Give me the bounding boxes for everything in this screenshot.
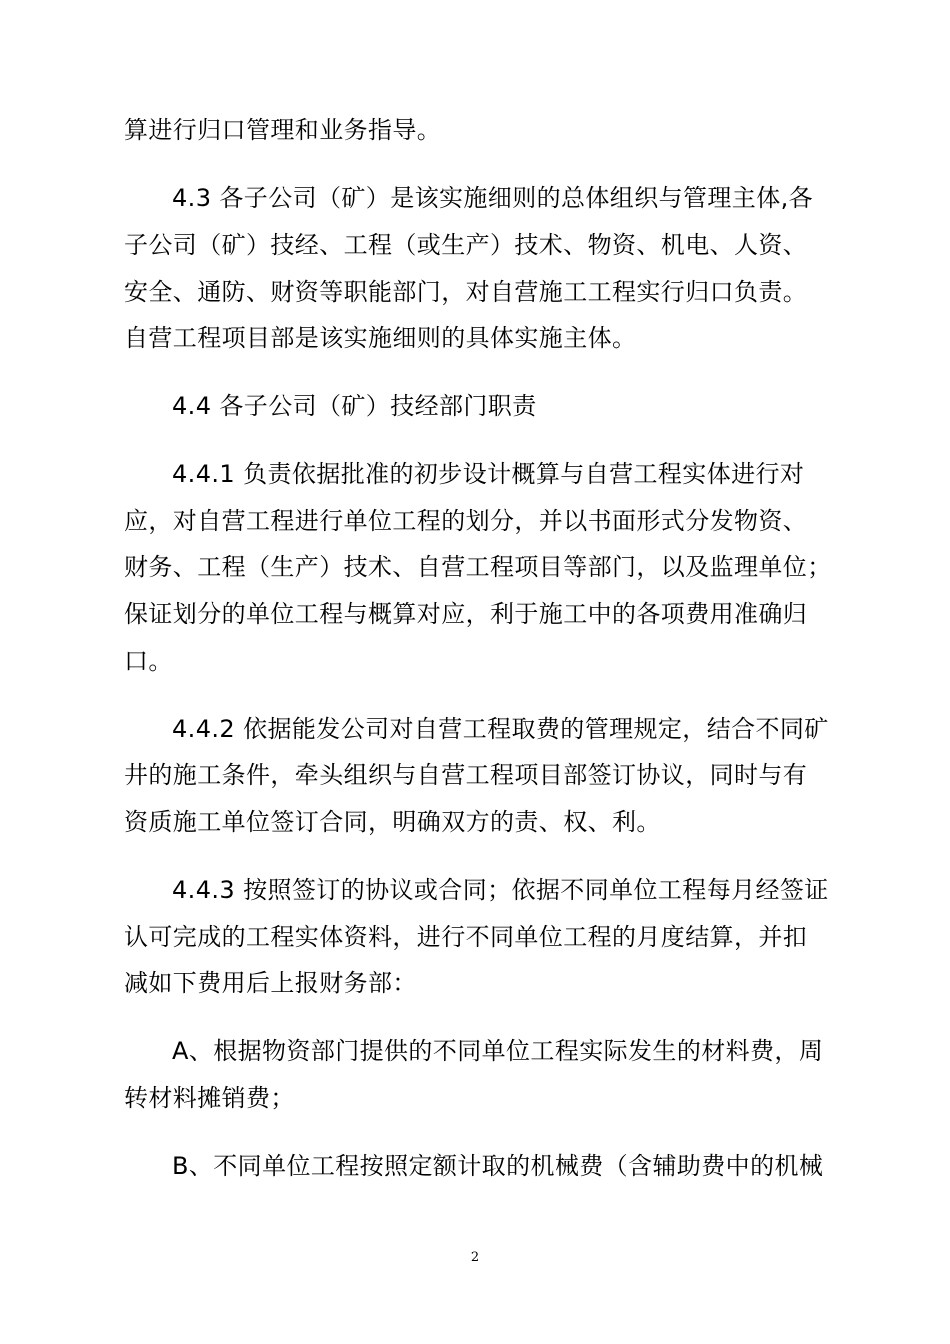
text-line: 认可完成的工程实体资料，进行不同单位工程的月度结算，并扣 — [124, 923, 808, 951]
text-line: 减如下费用后上报财务部： — [124, 969, 417, 997]
text-line: 应，对自营工程进行单位工程的划分，并以书面形式分发物资、 — [124, 507, 808, 535]
text-line: 资质施工单位签订合同，明确双方的责、权、利。 — [124, 808, 661, 836]
text-line: 财务、工程（生产）技术、自营工程项目等部门，以及监理单位； — [124, 553, 832, 581]
text-line: B、不同单位工程按照定额计取的机械费（含辅助费中的机械 — [172, 1152, 824, 1180]
text-line: 4.4.3 按照签订的协议或合同；依据不同单位工程每月经签证 — [172, 876, 829, 904]
text-line: 4.4 各子公司（矿）技经部门职责 — [172, 392, 537, 420]
text-line: 4.4.1 负责依据批准的初步设计概算与自营工程实体进行对 — [172, 460, 805, 488]
text-line: 4.3 各子公司（矿）是该实施细则的总体组织与管理主体,各 — [172, 184, 814, 212]
text-line: 自营工程项目部是该实施细则的具体实施主体。 — [124, 324, 637, 352]
text-line: 口。 — [124, 647, 173, 675]
text-line: A、根据物资部门提供的不同单位工程实际发生的材料费，周 — [172, 1037, 824, 1065]
text-line: 子公司（矿）技经、工程（或生产）技术、物资、机电、人资、 — [124, 231, 808, 259]
text-line: 井的施工条件，牵头组织与自营工程项目部签订协议，同时与有 — [124, 761, 808, 789]
text-line: 保证划分的单位工程与概算对应，利于施工中的各项费用准确归 — [124, 600, 808, 628]
page-number: 2 — [470, 1250, 480, 1265]
text-line: 转材料摊销费； — [124, 1084, 295, 1112]
text-line: 安全、通防、财资等职能部门，对自营施工工程实行归口负责。 — [124, 278, 808, 306]
text-line: 4.4.2 依据能发公司对自营工程取费的管理规定，结合不同矿 — [172, 715, 829, 743]
text-line: 算进行归口管理和业务指导。 — [124, 116, 442, 144]
